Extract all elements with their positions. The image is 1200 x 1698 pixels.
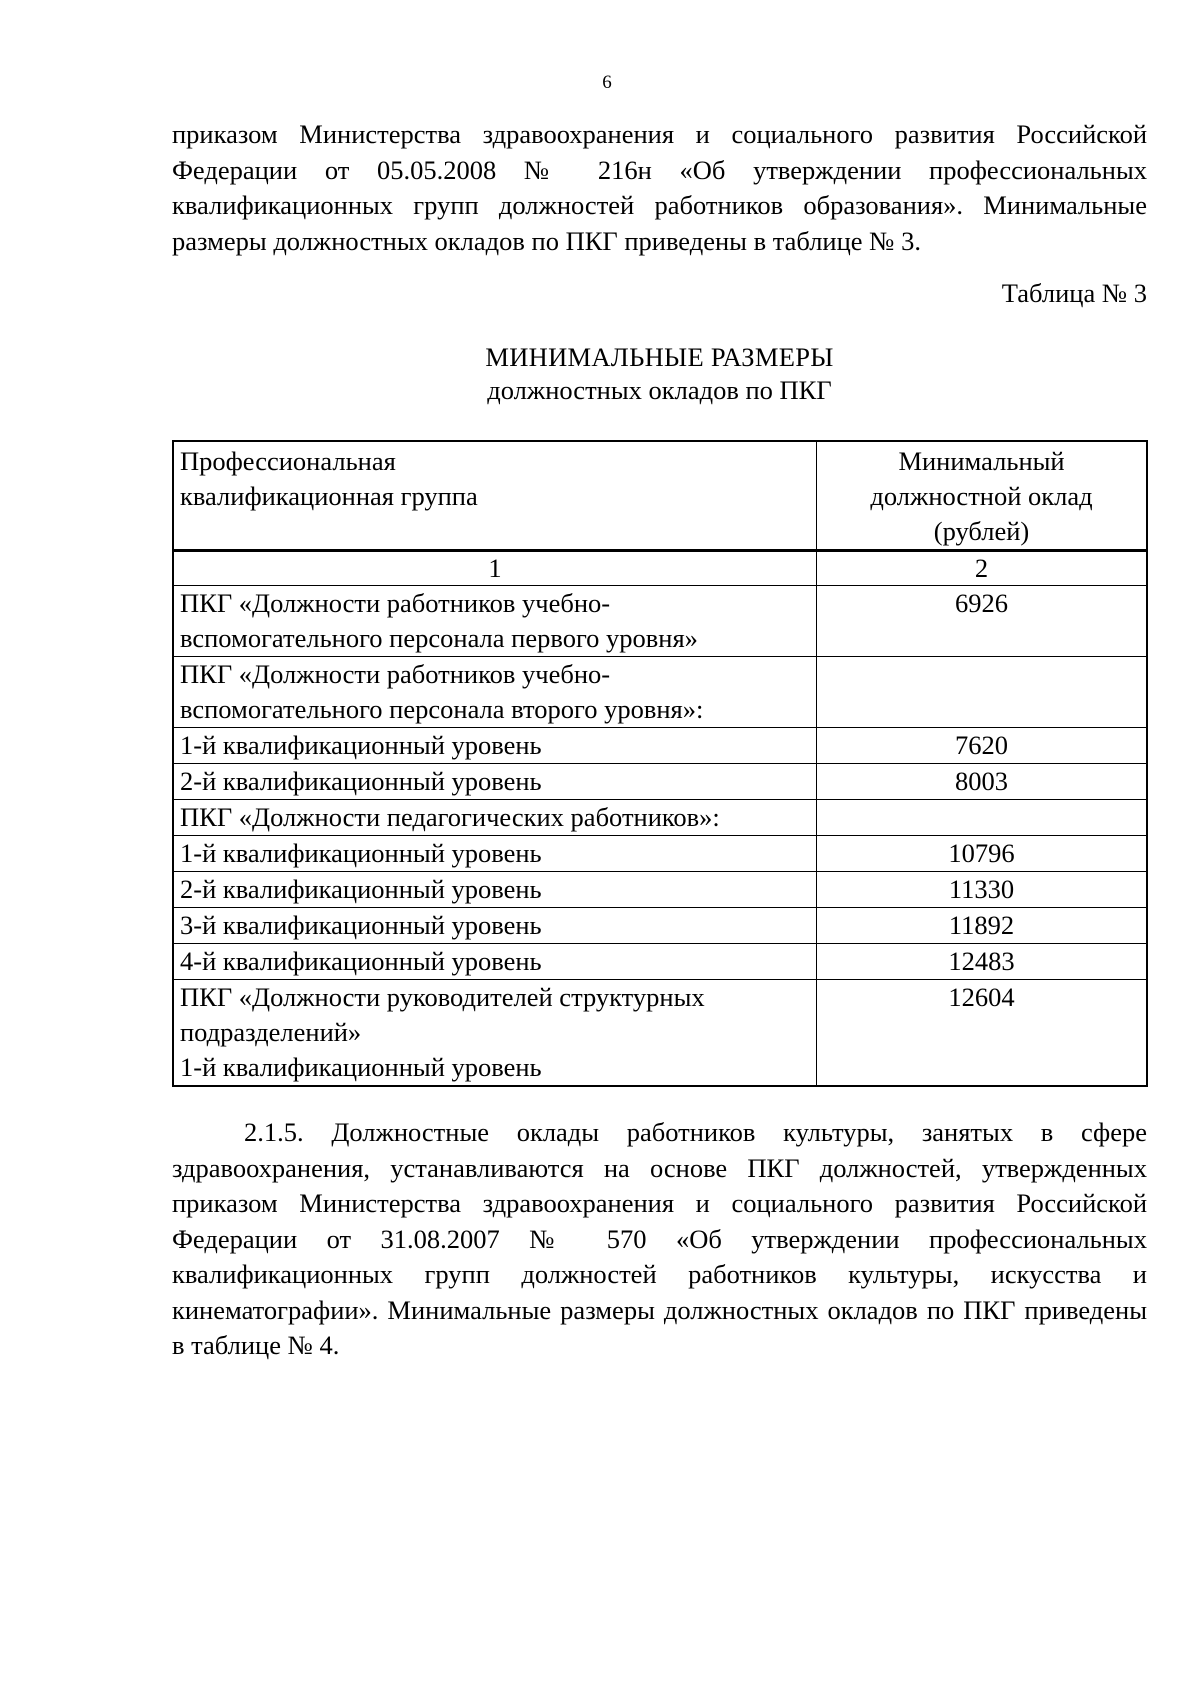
header-professional-group <box>173 441 817 551</box>
group-line: 1-й квалификационный уровень <box>180 1052 542 1082</box>
header-col2-line-1: Минимальный <box>898 446 1065 476</box>
salary-table <box>172 440 1148 1087</box>
cell-professional-group <box>173 872 817 908</box>
cell-minimum-salary: 7620 <box>817 728 1147 764</box>
table-row <box>173 908 1147 944</box>
cell-minimum-salary: 11892 <box>817 908 1147 944</box>
cell-professional-group <box>173 908 817 944</box>
group-line: вспомогательного персонала второго уровня»: <box>180 694 704 724</box>
group-line: 4-й квалификационный уровень <box>180 946 542 976</box>
group-line: вспомогательного персонала первого уровня» <box>180 623 698 653</box>
cell-minimum-salary: 12604 <box>817 980 1147 1087</box>
table-row <box>173 586 1147 657</box>
group-line: ПКГ «Должности руководителей структурных <box>180 982 705 1012</box>
table-row <box>173 872 1147 908</box>
table-caption: Таблица № 3 <box>1001 278 1147 308</box>
table-row <box>173 764 1147 800</box>
cell-professional-group <box>173 944 817 980</box>
group-line: ПКГ «Должности работников учебно- <box>180 588 611 618</box>
cell-professional-group <box>173 800 817 836</box>
table-header-row <box>173 441 1147 551</box>
cell-professional-group <box>173 836 817 872</box>
header-col1-line-2: квалификационная группа <box>180 481 478 511</box>
table-title-line-2: должностных окладов по ПКГ <box>487 375 832 405</box>
cell-minimum-salary: 10796 <box>817 836 1147 872</box>
table-row <box>173 980 1147 1087</box>
table-row <box>173 728 1147 764</box>
table-title <box>172 341 1147 407</box>
cell-minimum-salary: 8003 <box>817 764 1147 800</box>
column-number-2: 2 <box>817 551 1147 586</box>
cell-minimum-salary: 12483 <box>817 944 1147 980</box>
cell-professional-group <box>173 586 817 657</box>
table-row <box>173 800 1147 836</box>
cell-minimum-salary: 6926 <box>817 586 1147 657</box>
group-line: ПКГ «Должности педагогических работников»: <box>180 802 720 832</box>
header-col2-line-2: должностной оклад <box>870 481 1093 511</box>
table-row <box>173 657 1147 728</box>
table-row <box>173 944 1147 980</box>
table-row <box>173 836 1147 872</box>
cell-professional-group <box>173 764 817 800</box>
paragraph-top: приказом Министерства здравоохранения и социального развития Российской Федерации от 05.05.2008 № 216н «Об утверждении профессиональных квалификационных групп должностей работников образования». Минимальные размеры должностных окладов по ПКГ приведены в таблице № 3. <box>172 119 1147 256</box>
cell-professional-group <box>173 657 817 728</box>
group-line: 1-й квалификационный уровень <box>180 730 542 760</box>
group-line: ПКГ «Должности работников учебно- <box>180 659 611 689</box>
header-minimum-salary <box>817 441 1147 551</box>
header-col2-line-3: (рублей) <box>933 516 1030 546</box>
cell-professional-group <box>173 728 817 764</box>
header-col1-line-1: Профессиональная <box>180 446 396 476</box>
group-line: 1-й квалификационный уровень <box>180 838 542 868</box>
table-title-line-1: МИНИМАЛЬНЫЕ РАЗМЕРЫ <box>485 342 834 372</box>
column-number-row <box>173 551 1147 586</box>
group-line: 2-й квалификационный уровень <box>180 766 542 796</box>
cell-minimum-salary <box>817 657 1147 728</box>
group-line: подразделений» <box>180 1017 362 1047</box>
paragraph-bottom: 2.1.5. Должностные оклады работников культуры, занятых в сфере здравоохранения, устанавливаются на основе ПКГ должностей, утвержденных приказом Министерства здравоохранения и социального развития Российской Федерации от 31.08.2007 № 570 «Об утверждении профессиональных квалификационных групп должностей работников культуры, искусства и кинематографии». Минимальные размеры должностных окладов по ПКГ приведены в таблице № 4. <box>172 1117 1147 1360</box>
column-number-1: 1 <box>173 551 817 586</box>
cell-minimum-salary <box>817 800 1147 836</box>
group-line: 2-й квалификационный уровень <box>180 874 542 904</box>
group-line: 3-й квалификационный уровень <box>180 910 542 940</box>
cell-minimum-salary: 11330 <box>817 872 1147 908</box>
page-number: 6 <box>602 72 612 93</box>
cell-professional-group <box>173 980 817 1087</box>
